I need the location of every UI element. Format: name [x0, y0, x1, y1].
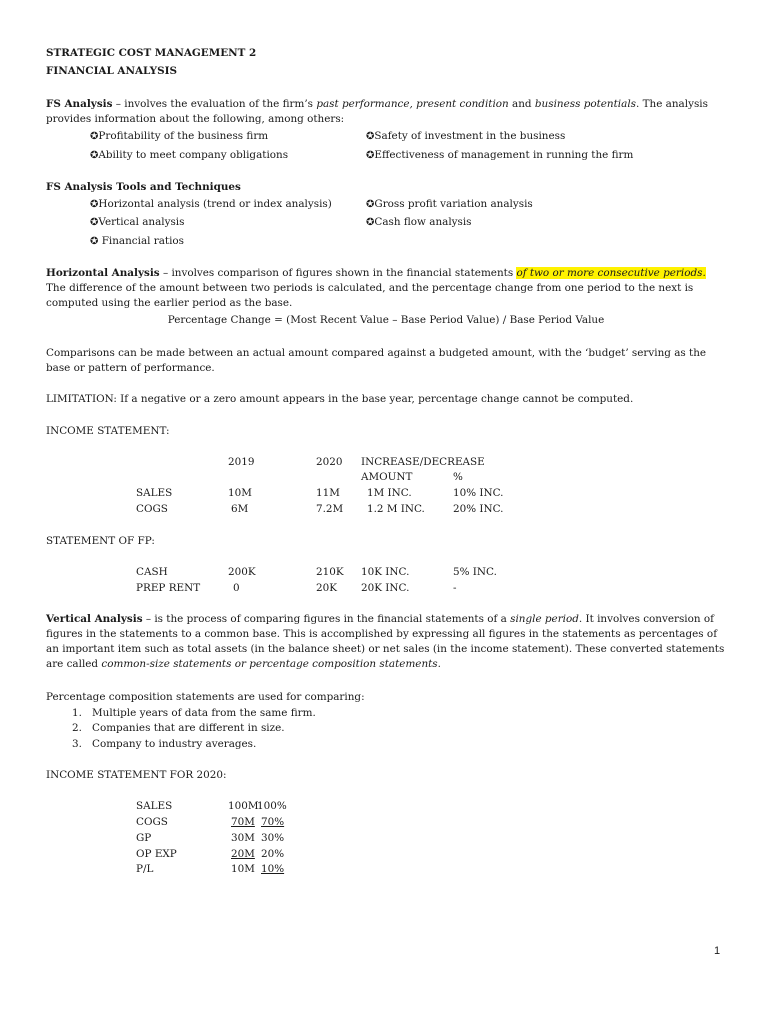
fs-analysis-em1: past performance, present condition: [316, 98, 509, 110]
vertical-em2: common-size statements or percentage composition statements: [101, 658, 438, 670]
list-number: 2.: [72, 722, 82, 734]
feather-bullet-icon: ✪: [90, 217, 99, 228]
feather-bullet-icon: ✪: [366, 131, 375, 142]
vertical-term: Vertical Analysis: [46, 613, 143, 625]
cell-amount: 70M: [231, 816, 255, 828]
list-item-text: Effectiveness of management in running the firm: [374, 149, 634, 161]
cell-percent: 10%: [261, 863, 285, 875]
cell-2019: 10M: [228, 487, 252, 499]
list-item: [90, 148, 288, 163]
cell-percent: 100%: [257, 800, 287, 812]
feather-bullet-icon: ✪: [90, 199, 99, 210]
row-label: COGS: [136, 816, 168, 828]
horizontal-text2: The difference of the amount between two periods is calculated, and the percentage change from one period to the next is computed using the earlier period as the base.: [46, 282, 694, 309]
col-header-2020: 2020: [316, 456, 343, 468]
cell-2020: 20K: [316, 582, 337, 594]
vertical-analysis-paragraph: [46, 612, 726, 672]
list-item-text: Vertical analysis: [98, 216, 185, 228]
list-item-text: Company to industry averages.: [92, 738, 257, 750]
cell-2019: 6M: [231, 503, 249, 515]
list-item-text: Financial ratios: [98, 235, 185, 247]
fs-analysis-em2: business potentials: [534, 98, 636, 110]
cell-percent: 30%: [261, 832, 285, 844]
cell-amount: 100M: [228, 800, 259, 812]
vertical-text2: . It involves conversion of figures in the statements to a common base. This is accomplished by expressing all figures in the statements as percentages of an important item such as total assets (in the balance sheet) or net sales (in the income statement). These converted statements are called: [46, 613, 725, 670]
percentage-change-formula: Percentage Change = (Most Recent Value – Base Period Value) / Base Period Value: [167, 314, 605, 326]
feather-bullet-icon: ✪: [366, 199, 375, 210]
cell-percent: 70%: [261, 816, 285, 828]
cell-amount: 20K INC.: [361, 582, 410, 594]
income-statement-label: INCOME STATEMENT:: [46, 425, 170, 437]
list-item: [366, 129, 565, 144]
list-item: [366, 197, 533, 212]
row-label: P/L: [136, 863, 154, 875]
cell-percent: 20%: [261, 848, 285, 860]
comparisons-paragraph: Comparisons can be made between an actual amount compared against a budgeted amount, with the ‘budget’ serving as the base or pattern of performance.: [46, 347, 707, 374]
col-header-percent: %: [453, 471, 463, 483]
list-number: 3.: [72, 738, 82, 750]
cell-2020: 11M: [316, 487, 340, 499]
cell-amount: 30M: [231, 832, 255, 844]
horizontal-analysis-paragraph: [46, 266, 726, 311]
list-item-text: Ability to meet company obligations: [98, 149, 289, 161]
fs-analysis-dash: – involves the evaluation of the firm’s: [112, 98, 317, 110]
fs-analysis-rest: . The analysis provides information about the following, among others:: [46, 98, 708, 125]
row-label: GP: [136, 832, 152, 844]
highlighted-phrase: of two or more consecutive periods.: [516, 267, 706, 279]
feather-bullet-icon: ✪: [90, 150, 99, 161]
cell-percent: 20% INC.: [453, 503, 504, 515]
list-item: [90, 215, 184, 230]
doc-subtitle: FINANCIAL ANALYSIS: [46, 65, 177, 77]
horizontal-text1: – involves comparison of figures shown in the financial statements: [159, 267, 517, 279]
list-item-text: Profitability of the business firm: [98, 130, 269, 142]
cell-amount: 10M: [231, 863, 255, 875]
list-item-text: Companies that are different in size.: [92, 722, 285, 734]
cell-2019: 200K: [228, 566, 256, 578]
tools-heading: FS Analysis Tools and Techniques: [46, 181, 241, 193]
cell-percent: 10% INC.: [453, 487, 504, 499]
doc-title: STRATEGIC COST MANAGEMENT 2: [46, 47, 257, 59]
fs-analysis-paragraph: [46, 97, 726, 127]
list-item-text: Horizontal analysis (trend or index analysis): [98, 198, 332, 210]
cell-amount: 1.2 M INC.: [367, 503, 425, 515]
list-item-text: Safety of investment in the business: [374, 130, 566, 142]
feather-bullet-icon: ✪: [90, 131, 99, 142]
row-label: OP EXP: [136, 848, 177, 860]
cell-amount: 10K INC.: [361, 566, 410, 578]
row-label: SALES: [136, 800, 173, 812]
col-header-amount: AMOUNT: [361, 471, 413, 483]
col-header-increase-decrease: INCREASE/DECREASE: [361, 456, 485, 468]
list-item: [90, 234, 184, 249]
row-label: COGS: [136, 503, 168, 515]
list-item: [366, 148, 633, 163]
list-item-text: Gross profit variation analysis: [374, 198, 533, 210]
row-label: SALES: [136, 487, 173, 499]
cell-2020: 210K: [316, 566, 344, 578]
cell-2019: 0: [233, 582, 240, 594]
list-item: [90, 197, 332, 212]
col-header-2019: 2019: [228, 456, 255, 468]
income-2020-label: INCOME STATEMENT FOR 2020:: [46, 769, 227, 781]
vertical-text3: .: [437, 658, 441, 670]
list-item-text: Multiple years of data from the same firm.: [92, 707, 316, 719]
limitation-note: LIMITATION: If a negative or a zero amount appears in the base year, percentage change cannot be computed.: [46, 393, 634, 405]
feather-bullet-icon: ✪: [366, 150, 375, 161]
cell-amount: 20M: [231, 848, 255, 860]
uses-intro: Percentage composition statements are used for comparing:: [46, 691, 365, 703]
fs-analysis-term: FS Analysis: [46, 98, 113, 110]
vertical-text1: – is the process of comparing figures in the financial statements of a: [142, 613, 511, 625]
cell-percent: -: [453, 582, 457, 594]
page-number: 1: [714, 945, 721, 957]
feather-bullet-icon: ✪: [90, 236, 99, 247]
sfp-label: STATEMENT OF FP:: [46, 535, 155, 547]
row-label: PREP RENT: [136, 582, 201, 594]
horizontal-term: Horizontal Analysis: [46, 267, 160, 279]
list-number: 1.: [72, 707, 82, 719]
list-item: [90, 129, 268, 144]
row-label: CASH: [136, 566, 168, 578]
vertical-em1: single period: [510, 613, 579, 625]
cell-percent: 5% INC.: [453, 566, 497, 578]
cell-2020: 7.2M: [316, 503, 344, 515]
list-item-text: Cash flow analysis: [374, 216, 472, 228]
feather-bullet-icon: ✪: [366, 217, 375, 228]
fs-analysis-and: and: [508, 98, 535, 110]
list-item: [366, 215, 472, 230]
cell-amount: 1M INC.: [367, 487, 412, 499]
